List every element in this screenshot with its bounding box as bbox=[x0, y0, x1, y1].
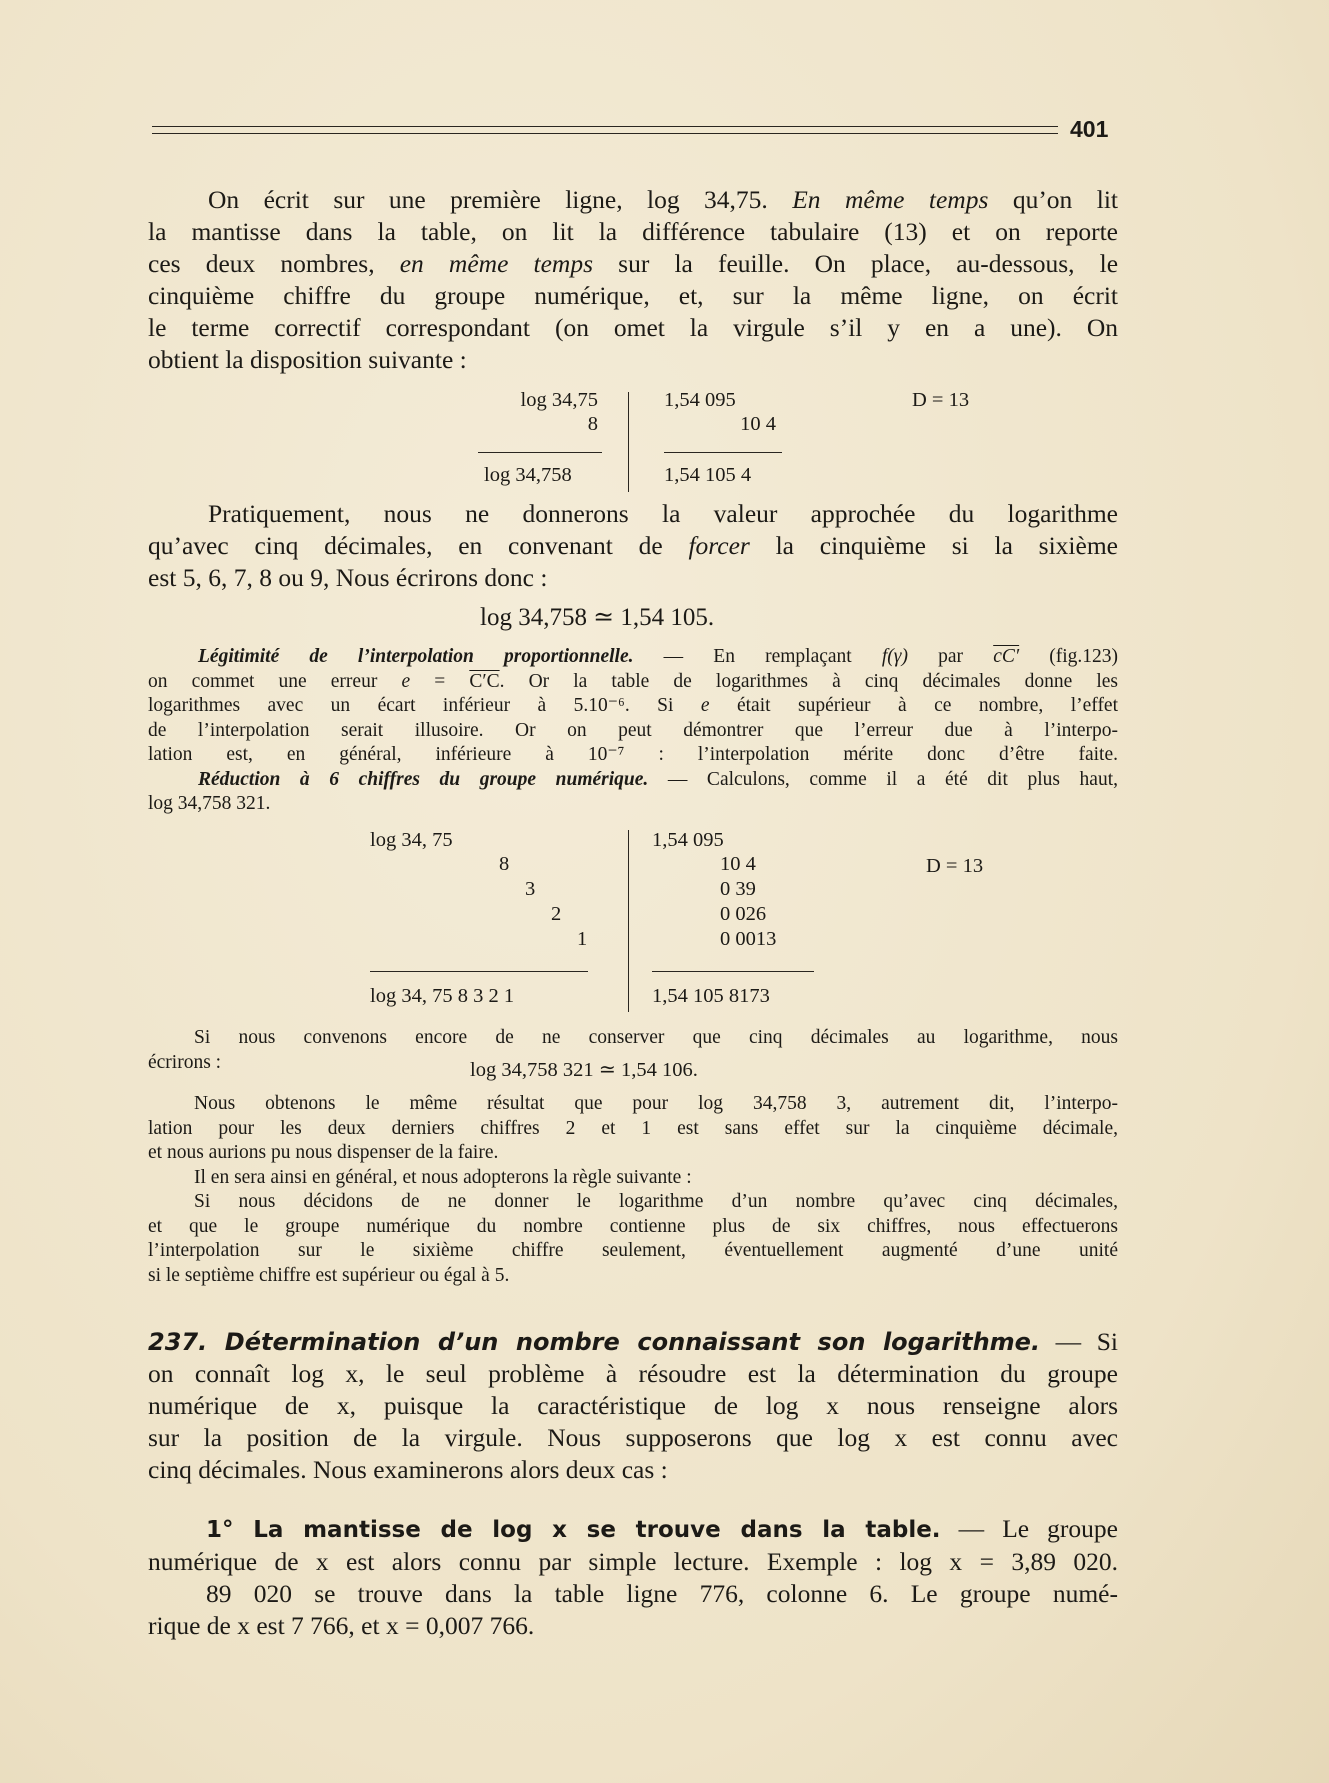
table2-sum-rule-left bbox=[370, 971, 588, 972]
table1-right-total: 1,54 105 4 bbox=[664, 464, 752, 486]
table1-left-total: log 34,758 bbox=[484, 464, 572, 486]
table1-divider bbox=[628, 392, 629, 492]
text-line: log 34,758 321. bbox=[148, 793, 271, 814]
text-line: on commet une erreur e = C′C. Or la table de logarithmes à cinq décimales donne les bbox=[148, 670, 1119, 692]
section-237 bbox=[148, 1326, 1118, 1486]
table2-right-total: 1,54 105 8173 bbox=[652, 985, 770, 1007]
header-rule-top bbox=[152, 126, 1058, 127]
text-line: sur la position de la virgule. Nous supposerons que log x est connu avec bbox=[148, 1423, 1118, 1452]
text-line: ces deux nombres, en même temps sur la feuille. On place, au-dessous, le bbox=[148, 249, 1119, 278]
text-line: obtient la disposition suivante : bbox=[148, 345, 467, 374]
header-rule-bottom bbox=[152, 133, 1058, 134]
paragraph-intro bbox=[148, 184, 1118, 376]
table2-right-row: 0 0013 bbox=[720, 928, 777, 950]
text-line: l’interpolation sur le sixième chiffre seulement, éventuellement augmenté d’une unité bbox=[148, 1240, 1118, 1261]
text-line: est 5, 6, 7, 8 ou 9, Nous écrirons donc : bbox=[148, 563, 548, 592]
text-line: On écrit sur une première ligne, log 34,75. En même temps qu’on lit bbox=[208, 185, 1118, 214]
text-line: lation pour les deux derniers chiffres 2 et 1 est sans effet sur la cinquième décimale, bbox=[148, 1117, 1118, 1139]
text-line: si le septième chiffre est supérieur ou égal à 5. bbox=[148, 1264, 510, 1286]
text-line: Pratiquement, nous ne donnerons la valeur approchée du logarithme bbox=[208, 499, 1118, 528]
formula-rounded-log: log 34,758 ≃ 1,54 105. bbox=[480, 604, 715, 631]
text-line: de l’interpolation serait illusoire. Or on peut démontrer que l’erreur due à l’interpo- bbox=[148, 719, 1118, 741]
text-line: qu’avec cinq décimales, en convenant de forcer la cinquième si la sixième bbox=[148, 531, 1118, 560]
text-line: logarithmes avec un écart inférieur à 5.10⁻⁶. Si e était supérieur à ce nombre, l’effet bbox=[148, 695, 1119, 716]
text-line: on connaît log x, le seul problème à résoudre est la détermination du groupe bbox=[148, 1359, 1118, 1388]
text-line: et nous aurions pu nous dispenser de la faire. bbox=[148, 1142, 499, 1163]
text-line: Nous obtenons le même résultat que pour log 34,758 3, autrement dit, l’interpo- bbox=[194, 1093, 1118, 1114]
text-line: écrirons : bbox=[148, 1051, 222, 1073]
table2-right-row: 0 026 bbox=[720, 903, 767, 925]
text-line: rique de x est 7 766, et x = 0,007 766. bbox=[148, 1611, 535, 1640]
paragraph-rule bbox=[148, 1092, 1118, 1288]
text-line: Réduction à 6 chiffres du groupe numérique. — Calculons, comme il a été dit plus haut, bbox=[198, 768, 1118, 790]
table2-left-digit: 1 bbox=[577, 928, 588, 950]
text-line: 1° La mantisse de log x se trouve dans la table. — Le groupe bbox=[206, 1514, 1118, 1543]
text-line: 89 020 se trouve dans la table ligne 776, colonne 6. Le groupe numé- bbox=[206, 1579, 1118, 1608]
table1-sum-rule-right bbox=[664, 452, 782, 453]
paragraph-legitimite bbox=[148, 645, 1118, 817]
table2-left-total: log 34, 75 8 3 2 1 bbox=[370, 985, 515, 1007]
text-line: la mantisse dans la table, on lit la différence tabulaire (13) et on reporte bbox=[148, 217, 1118, 246]
table2-right-row: 0 39 bbox=[720, 878, 756, 900]
text-line: 237. Détermination d’un nombre connaissant son logarithme. — Si bbox=[148, 1327, 1118, 1356]
table1-sum-rule-left bbox=[478, 452, 602, 453]
table2-left-digit: 8 bbox=[499, 853, 510, 875]
text-line: cinquième chiffre du groupe numérique, et, sur la même ligne, on écrit bbox=[148, 281, 1118, 310]
case-1 bbox=[148, 1513, 1118, 1642]
table2-left-digit: 2 bbox=[551, 903, 562, 925]
table2-difference: D = 13 bbox=[926, 855, 984, 877]
section-237-heading: 237. Détermination d’un nombre connaissant son logarithme. bbox=[148, 1328, 1041, 1356]
page-number: 401 bbox=[1070, 116, 1109, 142]
subheading-reduction: Réduction à 6 chiffres du groupe numérique. bbox=[198, 768, 649, 790]
table2-left-digit: 3 bbox=[525, 878, 536, 900]
table2-right-row: 10 4 bbox=[720, 853, 756, 875]
text-line: Il en sera ainsi en général, et nous adopterons la règle suivante : bbox=[194, 1166, 692, 1188]
formula-six-digit-log: log 34,758 321 ≃ 1,54 106. bbox=[470, 1059, 698, 1081]
text-line: le terme correctif correspondant (on omet la virgule s’il y en a une). On bbox=[148, 313, 1118, 342]
table1-right-row: 10 4 bbox=[740, 413, 776, 435]
text-line: Si nous convenons encore de ne conserver que cinq décimales au logarithme, nous bbox=[194, 1027, 1118, 1048]
table2-divider bbox=[628, 830, 629, 1012]
text-line: lation est, en général, inférieure à 10⁻⁷ : l’interpolation mérite donc d’être faite. bbox=[148, 744, 1118, 765]
text-line: et que le groupe numérique du nombre contienne plus de six chiffres, nous effectuerons bbox=[148, 1215, 1118, 1237]
text-line: numérique de x, puisque la caractéristique de log x nous renseigne alors bbox=[148, 1391, 1118, 1420]
text-line: Si nous décidons de ne donner le logarithme d’un nombre qu’avec cinq décimales, bbox=[194, 1191, 1118, 1212]
table1-difference: D = 13 bbox=[912, 389, 970, 411]
table1-left-row: log 34,75 bbox=[520, 389, 598, 411]
text-line: cinq décimales. Nous examinerons alors deux cas : bbox=[148, 1455, 668, 1484]
table1-left-row: 8 bbox=[587, 413, 598, 435]
table2-left-first: log 34, 75 bbox=[370, 829, 453, 851]
paragraph-pratiquement bbox=[148, 498, 1118, 594]
table2-sum-rule-right bbox=[652, 971, 814, 972]
subheading-legitimite: Légitimité de l’interpolation proportionnelle. bbox=[198, 646, 634, 667]
text-line: Légitimité de l’interpolation proportionnelle. — En remplaçant f(γ) par cC′ (fig.123) bbox=[198, 646, 1119, 667]
table2-right-first: 1,54 095 bbox=[652, 829, 724, 851]
case-1-heading: 1° La mantisse de log x se trouve dans la table. bbox=[206, 1517, 941, 1543]
table1-right-row: 1,54 095 bbox=[664, 389, 736, 411]
text-line: numérique de x est alors connu par simple lecture. Exemple : log x = 3,89 020. bbox=[148, 1547, 1118, 1576]
